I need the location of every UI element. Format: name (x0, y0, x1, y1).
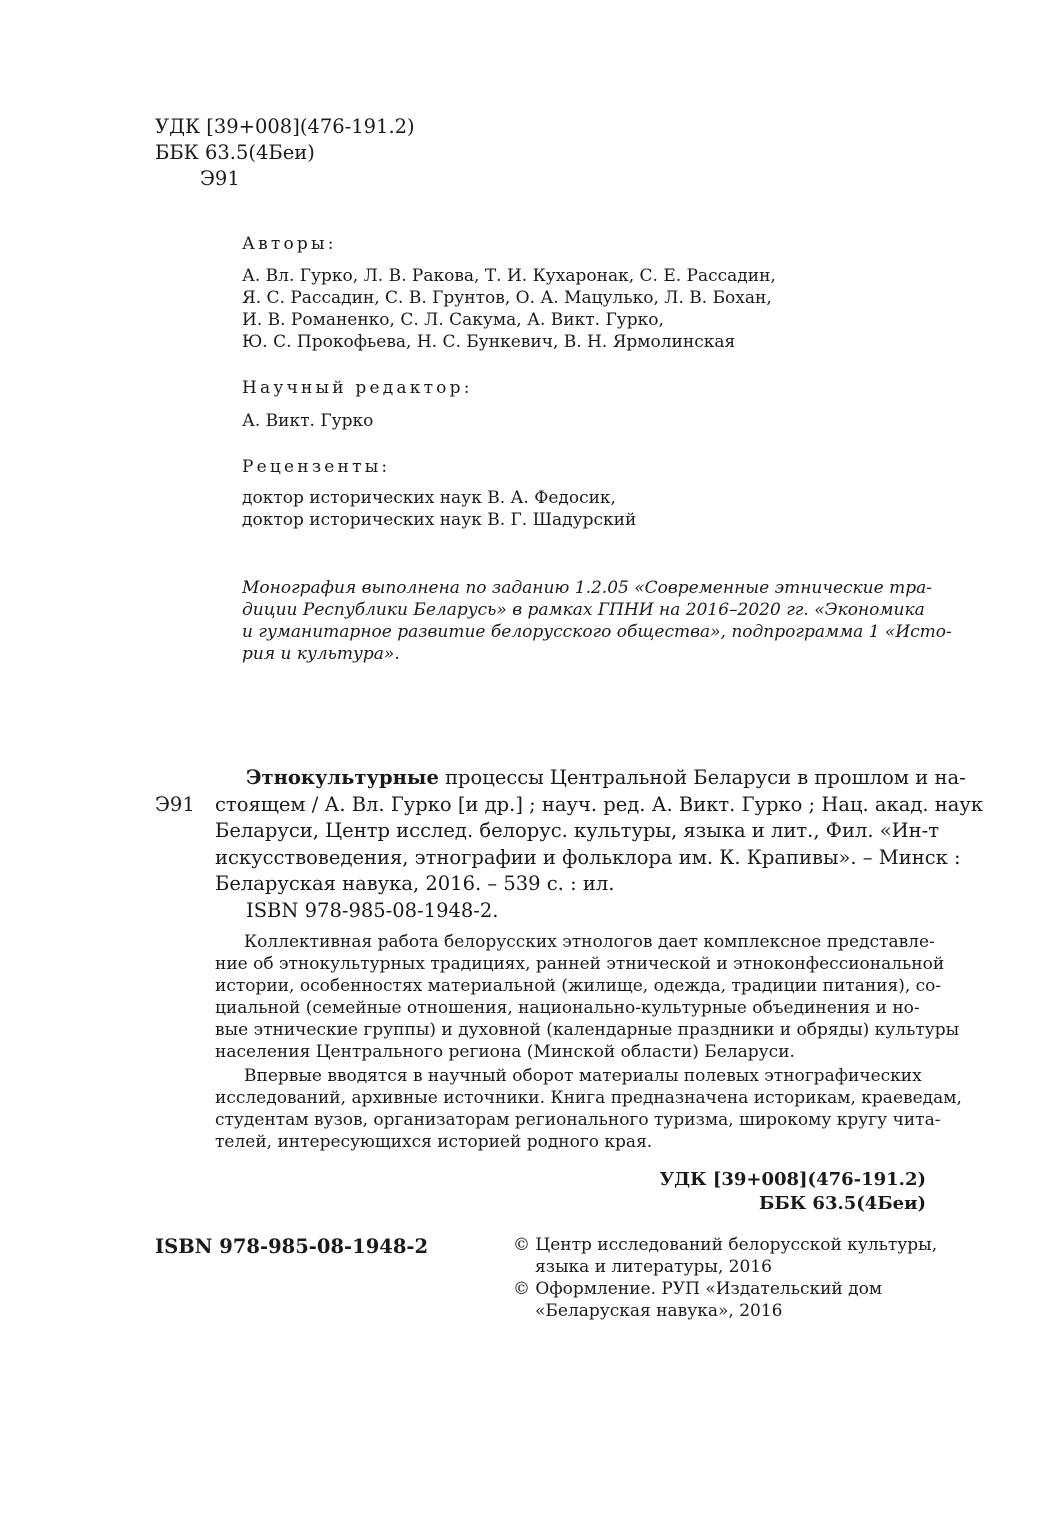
authors-line: Ю. С. Прокофьева, Н. С. Бункевич, В. Н. Ярмолинская (242, 332, 736, 352)
authors-list (242, 265, 776, 353)
funding-note-line: диции Республики Беларусь» в рамках ГПНИ на 2016–2020 гг. «Экономика (242, 600, 925, 620)
funding-note-line: Монография выполнена по заданию 1.2.05 «Современные этнические тра- (242, 578, 932, 598)
annotation-line: истории, особенностях материальной (жилище, одежда, традиции питания), со- (215, 976, 942, 996)
authors-heading: Авторы: (242, 234, 337, 254)
funding-note-line: рия и культура». (242, 644, 400, 664)
reviewer-line: доктор исторических наук В. А. Федосик, (242, 488, 616, 508)
authors-line: А. Вл. Гурко, Л. В. Ракова, Т. И. Кухаронак, С. Е. Рассадин, (242, 266, 776, 286)
catalog-title-line: Этнокультурные процессы Центральной Беларуси в прошлом и на- (246, 766, 966, 789)
catalog-sign: Э91 (155, 793, 195, 816)
reviewers-list (242, 487, 636, 531)
catalog-line: искусствоведения, этнографии и фольклора им. К. Крапивы». – Минск : (215, 845, 961, 869)
catalog-line: Беларуси, Центр исслед. белорус. культуры, языка и лит., Фил. «Ин-т (215, 819, 940, 842)
catalog-isbn: ISBN 978-985-08-1948-2. (246, 898, 499, 922)
annotation-line: населения Центрального региона (Минской области) Беларуси. (215, 1042, 795, 1062)
annotation-line: телей, интересующихся историей родного края. (215, 1132, 653, 1152)
funding-note (242, 577, 952, 665)
catalog-title: Этнокультурные (246, 766, 439, 789)
catalog-card (215, 765, 984, 924)
reviewer-line: доктор исторических наук В. Г. Шадурский (242, 510, 637, 530)
udk-code-bold: УДК [39+008](476-191.2) (659, 1169, 926, 1190)
editor-heading: Научный редактор: (242, 378, 473, 398)
annotation-line: ние об этнокультурных традициях, ранней этнической и этноконфессиональной (215, 954, 945, 974)
annotation-line: вые этнические группы) и духовной (календарные праздники и обряды) культуры (215, 1020, 960, 1040)
catalog-line: Беларуская навука, 2016. – 539 с. : ил. (215, 872, 615, 895)
editor-name: А. Викт. Гурко (242, 411, 374, 431)
bbk-code: ББК 63.5(4Беи) (155, 141, 315, 164)
annotation-line: Впервые вводятся в научный оборот материалы полевых этнографических (244, 1066, 922, 1086)
copyright-line: © Оформление. РУП «Издательский дом (513, 1279, 883, 1299)
codes-right (560, 1168, 926, 1216)
copyright-line: «Беларуская навука», 2016 (535, 1301, 783, 1321)
udk-code: УДК [39+008](476-191.2) (155, 115, 415, 138)
copyright-line: © Центр исследований белорусской культуры, (513, 1235, 938, 1255)
isbn-main: ISBN 978-985-08-1948-2 (155, 1235, 429, 1258)
copyright-line: языка и литературы, 2016 (535, 1257, 772, 1277)
funding-note-line: и гуманитарное развитие белорусского общества», подпрограмма 1 «Исто- (242, 622, 952, 642)
annotation (215, 931, 962, 1153)
bbk-code-bold: ББК 63.5(4Беи) (759, 1193, 926, 1214)
annotation-line: студентам вузов, организаторам регионального туризма, широкому кругу чита- (215, 1110, 941, 1130)
annotation-line: исследований, архивные источники. Книга предназначена историкам, краеведам, (215, 1088, 962, 1108)
catalog-line: стоящем / А. Вл. Гурко [и др.] ; науч. ред. А. Викт. Гурко ; Нац. акад. наук (215, 792, 984, 816)
author-sign: Э91 (200, 167, 240, 190)
authors-line: И. В. Романенко, С. Л. Сакума, А. Викт. Гурко, (242, 310, 664, 330)
annotation-line: Коллективная работа белорусских этнологов дает комплексное представле- (244, 932, 935, 952)
annotation-line: циальной (семейные отношения, национально-культурные объединения и но- (215, 998, 920, 1018)
reviewers-heading: Рецензенты: (242, 457, 391, 477)
copyright-block (513, 1234, 937, 1322)
authors-line: Я. С. Рассадин, С. В. Грунтов, О. А. Мацулько, Л. В. Бохан, (242, 288, 772, 308)
